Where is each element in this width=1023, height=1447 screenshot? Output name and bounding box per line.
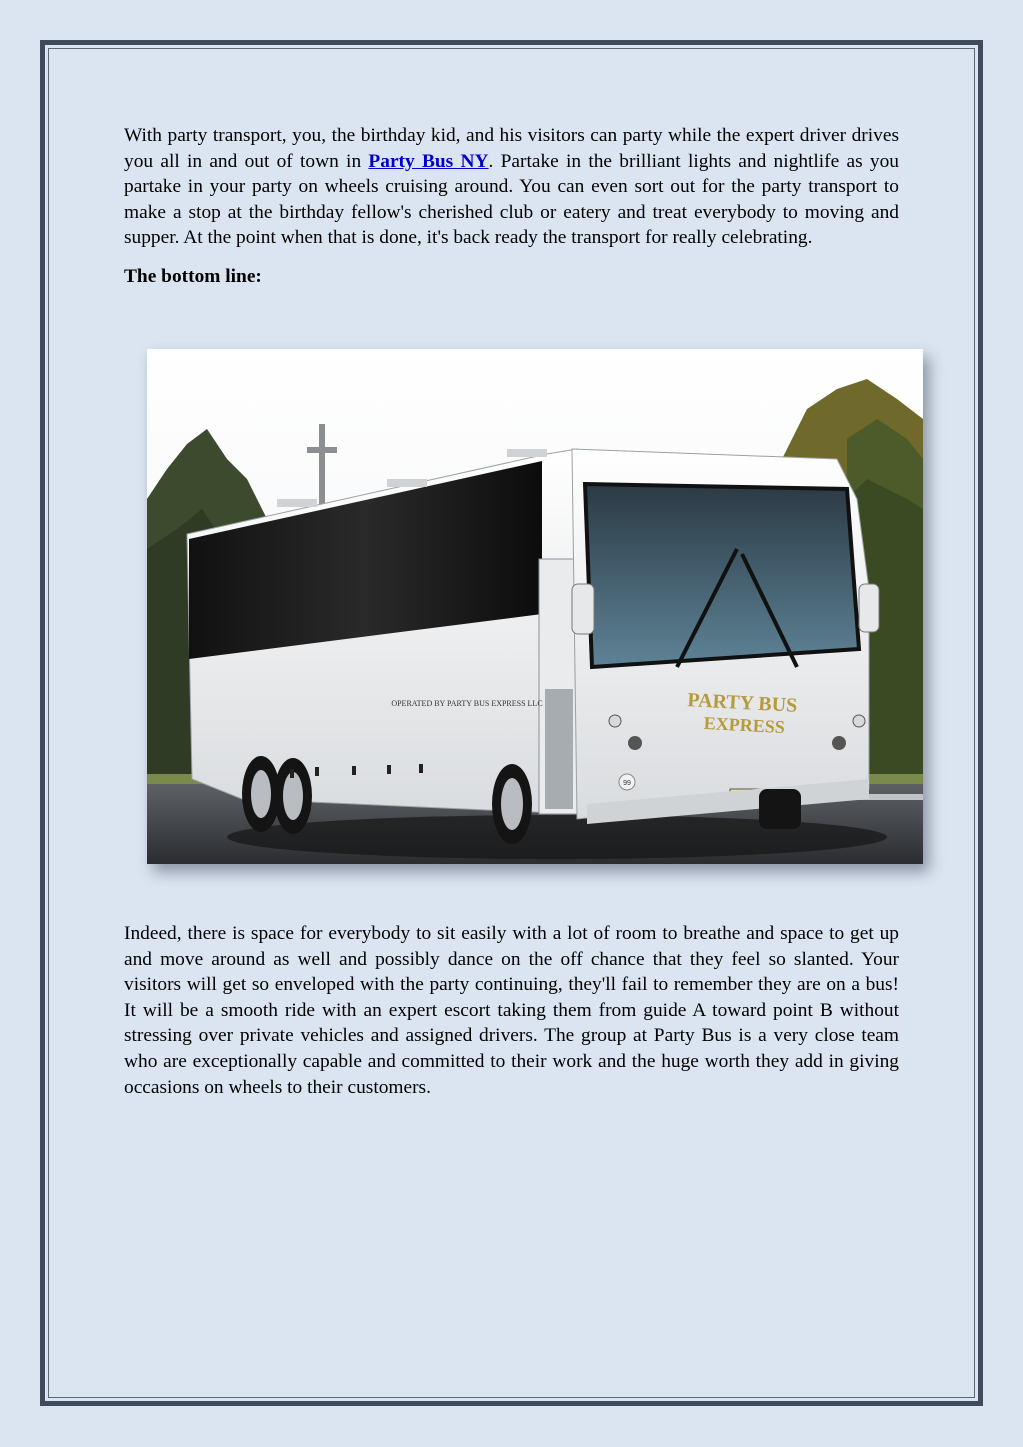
- section-heading: The bottom line:: [124, 265, 262, 287]
- unit-number: 99: [623, 780, 631, 787]
- side-operator-text: OPERATED BY PARTY BUS EXPRESS LLC: [391, 699, 543, 708]
- paragraph-intro-end: . Partake in the brilliant lights and nightlife as you partake in your party on wheels cruising around. You can even sort out for the party transport to make a stop at the birthday fellow's cherished club or eatery and treat everybody to moving and supper. At the point when that is done, it's back ready the transport for really celebrating.: [124, 150, 900, 249]
- front-logo-line1: PARTY BUS: [686, 689, 798, 717]
- party-bus-photo: [147, 349, 923, 864]
- content-top: [124, 123, 899, 290]
- paragraph-closing: Indeed, there is space for everybody to sit easily with a lot of room to breathe and space to get up and move around as well and possibly dance on the off chance that they feel so slanted. Your visitors will get so enveloped with the party continuing, they'll fail to remember they are on a bus! It will be a smooth ride with an expert escort taking them from guide A toward point B without stressing over private vehicles and assigned drivers. The group at Party Bus is a very close team who are exceptionally capable and committed to their work and the huge worth they add in giving occasions on wheels to their customers.: [124, 923, 899, 1098]
- paragraph-intro: [124, 123, 899, 251]
- paragraph-intro-start: With party transport, you, the birthday kid, and his visitors can party while the expert driver drives you all in and out of town in: [124, 125, 899, 172]
- party-bus-ny-link[interactable]: Party Bus NY: [368, 150, 489, 172]
- front-logo-line2: EXPRESS: [703, 712, 786, 738]
- content-bottom: [124, 921, 899, 1100]
